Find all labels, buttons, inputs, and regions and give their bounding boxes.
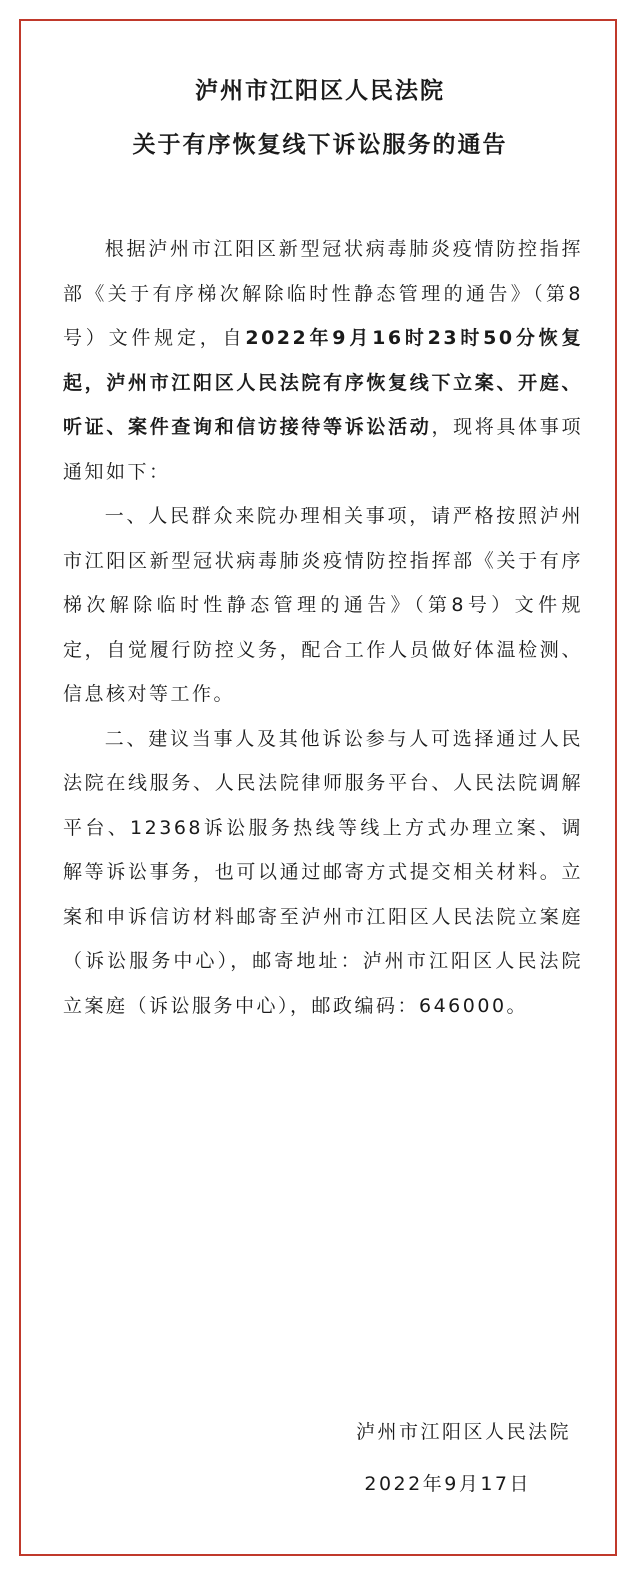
intro-text-start: 根据泸州市江阳区新型冠状病毒肺炎疫情防控指挥部《关于有序梯次解除临时性静态管理的通告》（第8号）文件规定，自	[63, 238, 583, 349]
notice-body	[63, 227, 583, 1028]
intro-paragraph	[63, 227, 583, 494]
intro-text-end: ，现将具体事项通知如下：	[63, 416, 583, 483]
notice-title-line1: 泸州市江阳区人民法院	[195, 78, 445, 104]
notice-title-line2: 关于有序恢复线下诉讼服务的通告	[132, 132, 508, 158]
notice-item-1: 一、人民群众来院办理相关事项，请严格按照泸州市江阳区新型冠状病毒肺炎疫情防控指挥部《关于有序梯次解除临时性静态管理的通告》（第8号）文件规定，自觉履行防控义务，配合工作人员做好体温检测、信息核对等工作。	[63, 505, 583, 705]
intro-bold-text: 2022年9月16时23时50分恢复起，泸州市江阳区人民法院有序恢复线下立案、开庭、听证、案件查询和信访接待等诉讼活动	[63, 327, 583, 438]
notice-item-2: 二、建议当事人及其他诉讼参与人可选择通过人民法院在线服务、人民法院律师服务平台、人民法院调解平台、12368诉讼服务热线等线上方式办理立案、调解等诉讼事务，也可以通过邮寄方式提交相关材料。立案和申诉信访材料邮寄至泸州市江阳区人民法院立案庭（诉讼服务中心），邮寄地址：泸州市江阳区人民法院立案庭（诉讼服务中心），邮政编码：646000。	[63, 727, 583, 1017]
signature-organization: 泸州市江阳区人民法院	[355, 1421, 571, 1443]
signature-date: 2022年9月17日	[364, 1473, 531, 1495]
